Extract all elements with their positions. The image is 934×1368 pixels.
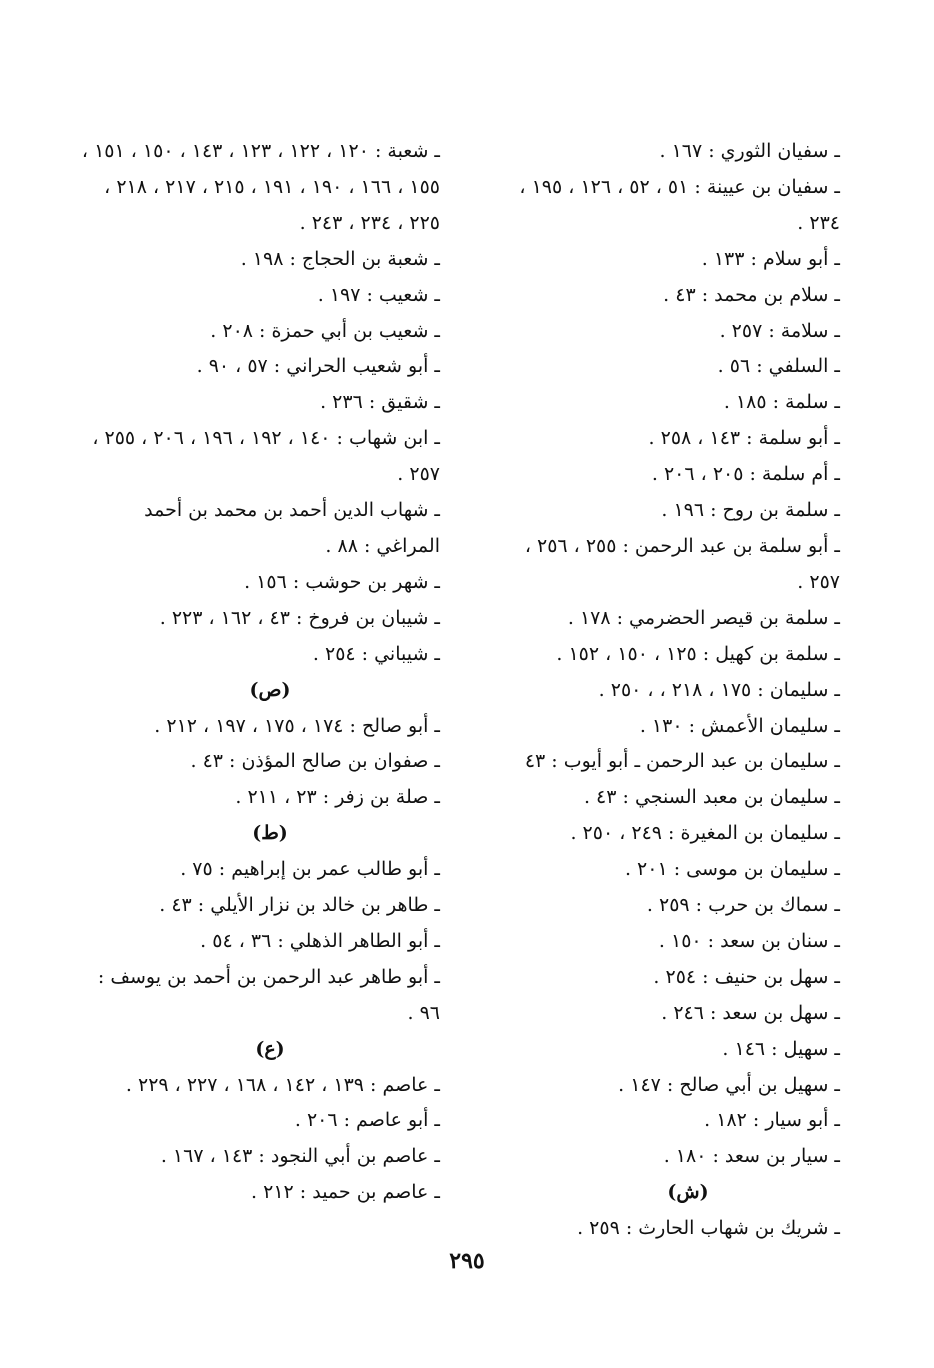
index-entry: ـ شعبة بن الحجاج : ١٩٨ . xyxy=(240,247,440,270)
index-entry: ـ أبو سلمة : ١٤٣ ، ٢٥٨ . xyxy=(648,427,840,450)
index-entry: ـ أبو شعيب الحراني : ٥٧ ، ٩٠ . xyxy=(196,355,440,378)
index-entry: ـ شريك بن شهاب الحارث : ٢٥٩ . xyxy=(577,1217,840,1240)
index-entry: ـ أبو سلام : ١٣٣ . xyxy=(701,247,840,270)
index-entry: ـ السلفي : ٥٦ . xyxy=(717,355,840,378)
index-entry: ـ سليمان بن عبد الرحمن ـ أبو أيوب : ٤٣ xyxy=(524,750,840,773)
index-entry: ـ سليمان الأعمش : ١٣٠ . xyxy=(639,714,840,737)
index-entry: ـ سليمان بن معبد السنجي : ٤٣ . xyxy=(583,786,840,809)
index-entry: ـ سليمان بن المغيرة : ٢٤٩ ، ٢٥٠ . xyxy=(570,822,840,845)
index-entry: ـ سهيل بن أبي صالح : ١٤٧ . xyxy=(618,1073,840,1096)
section-letter-heading: (ع) xyxy=(255,1037,285,1060)
index-entry: ـ سيار بن سعد : ١٨٠ . xyxy=(663,1145,840,1168)
index-entry: ـ سليمان بن موسى : ٢٠١ . xyxy=(624,858,840,881)
index-entry: ـ سلمة بن روح : ١٩٦ . xyxy=(661,499,840,522)
index-column-left xyxy=(80,134,440,1211)
index-entry: ـ سلمة : ١٨٥ . xyxy=(723,391,840,414)
index-entry: ـ أبو طالب عمر بن إبراهيم : ٧٥ . xyxy=(180,858,440,881)
index-entry: ـ شقيق : ٢٣٦ . xyxy=(320,391,440,414)
index-entry: ـ شيباني : ٢٥٤ . xyxy=(312,642,440,665)
index-entry: ـ عاصم بن أبي النجود : ١٤٣ ، ١٦٧ . xyxy=(160,1145,440,1168)
index-entry: ـ أبو الطاهر الذهلي : ٣٦ ، ٥٤ . xyxy=(200,929,440,952)
index-entry: ـ أبو صالح : ١٧٤ ، ١٧٥ ، ١٩٧ ، ٢١٢ . xyxy=(154,714,440,737)
index-entry: ـ شعبة : ١٢٠ ، ١٢٢ ، ١٢٣ ، ١٤٣ ، ١٥٠ ، ١٥١ ، ١٥٥ ، ١٦٦ ، ١٩٠ ، ١٩١ ، ٢١٥ ، ٢١٧ ، ٢١٨ ، ٢٢٥ ، ٢٣٤ ، ٢٤٣ . xyxy=(81,140,440,234)
index-entry: ـ سماك بن حرب : ٢٥٩ . xyxy=(646,894,840,917)
section-letter-heading: (ط) xyxy=(252,822,288,845)
index-entry: ـ سلمة بن قيصر الحضرمي : ١٧٨ . xyxy=(567,606,840,629)
index-entry: ـ سليمان : ١٧٥ ، ٢١٨ ، ، ٢٥٠ . xyxy=(598,678,840,701)
index-entry: ـ شيبان بن فروخ : ٤٣ ، ١٦٢ ، ٢٢٣ . xyxy=(159,606,440,629)
index-entry: ـ ابن شهاب : ١٤٠ ، ١٩٢ ، ١٩٦ ، ٢٠٦ ، ٢٥٥ ، ٢٥٧ . xyxy=(92,427,440,486)
index-entry: ـ عاصم بن حميد : ٢١٢ . xyxy=(251,1181,440,1204)
index-entry: ـ أبو سيار : ١٨٢ . xyxy=(704,1109,840,1132)
index-entry: ـ شهاب الدين أحمد بن محمد بن أحمد المراغي : ٨٨ . xyxy=(144,499,440,557)
index-entry: ـ سلام بن محمد : ٤٣ . xyxy=(663,283,840,306)
index-entry: ـ شعيب : ١٩٧ . xyxy=(317,283,440,306)
index-entry: ـ سفيان الثوري : ١٦٧ . xyxy=(659,140,840,162)
index-entry: ـ صفوان بن صالح المؤذن : ٤٣ . xyxy=(190,750,440,773)
index-entry: ـ أبو طاهر عبد الرحمن بن أحمد بن يوسف : ٩٦ . xyxy=(97,965,440,1024)
index-entry: ـ سهل بن حنيف : ٢٥٤ . xyxy=(653,965,840,988)
index-entry: ـ عاصم : ١٣٩ ، ١٤٢ ، ١٦٨ ، ٢٢٧ ، ٢٢٩ . xyxy=(125,1073,440,1096)
index-entry: ـ أم سلمة : ٢٠٥ ، ٢٠٦ . xyxy=(651,463,840,486)
section-letter-heading: (ص) xyxy=(249,678,291,701)
index-entry: ـ شعيب بن أبي حمزة : ٢٠٨ . xyxy=(210,319,440,342)
index-entry: ـ سهيل : ١٤٦ . xyxy=(722,1037,840,1060)
index-entry: ـ شهر بن حوشب : ١٥٦ . xyxy=(244,570,440,593)
index-entry: ـ سلامة : ٢٥٧ . xyxy=(719,319,840,342)
index-entry: ـ أبو عاصم : ٢٠٦ . xyxy=(294,1109,440,1132)
index-entry: ـ سلمة بن كهيل : ١٢٥ ، ١٥٠ ، ١٥٢ . xyxy=(556,642,840,665)
page-number: ٢٩٥ xyxy=(449,1248,485,1274)
index-entry: ـ سهل بن سعد : ٢٤٦ . xyxy=(661,1001,840,1024)
index-entry: ـ سنان بن سعد : ١٥٠ . xyxy=(658,929,840,952)
section-letter-heading: (ش) xyxy=(667,1181,709,1204)
index-entry: ـ طاهر بن خالد بن نزار الأيلي : ٤٣ . xyxy=(159,894,440,917)
index-entry: ـ أبو سلمة بن عبد الرحمن : ٢٥٥ ، ٢٥٦ ، ٢٥٧ . xyxy=(524,534,840,593)
index-entry: ـ صلة بن زفر : ٢٣ ، ٢١١ . xyxy=(235,786,440,809)
index-column-right xyxy=(492,134,840,1247)
index-entry: ـ سفيان بن عيينة : ٥١ ، ٥٢ ، ١٢٦ ، ١٩٥ ، ٢٣٤ . xyxy=(519,175,840,234)
